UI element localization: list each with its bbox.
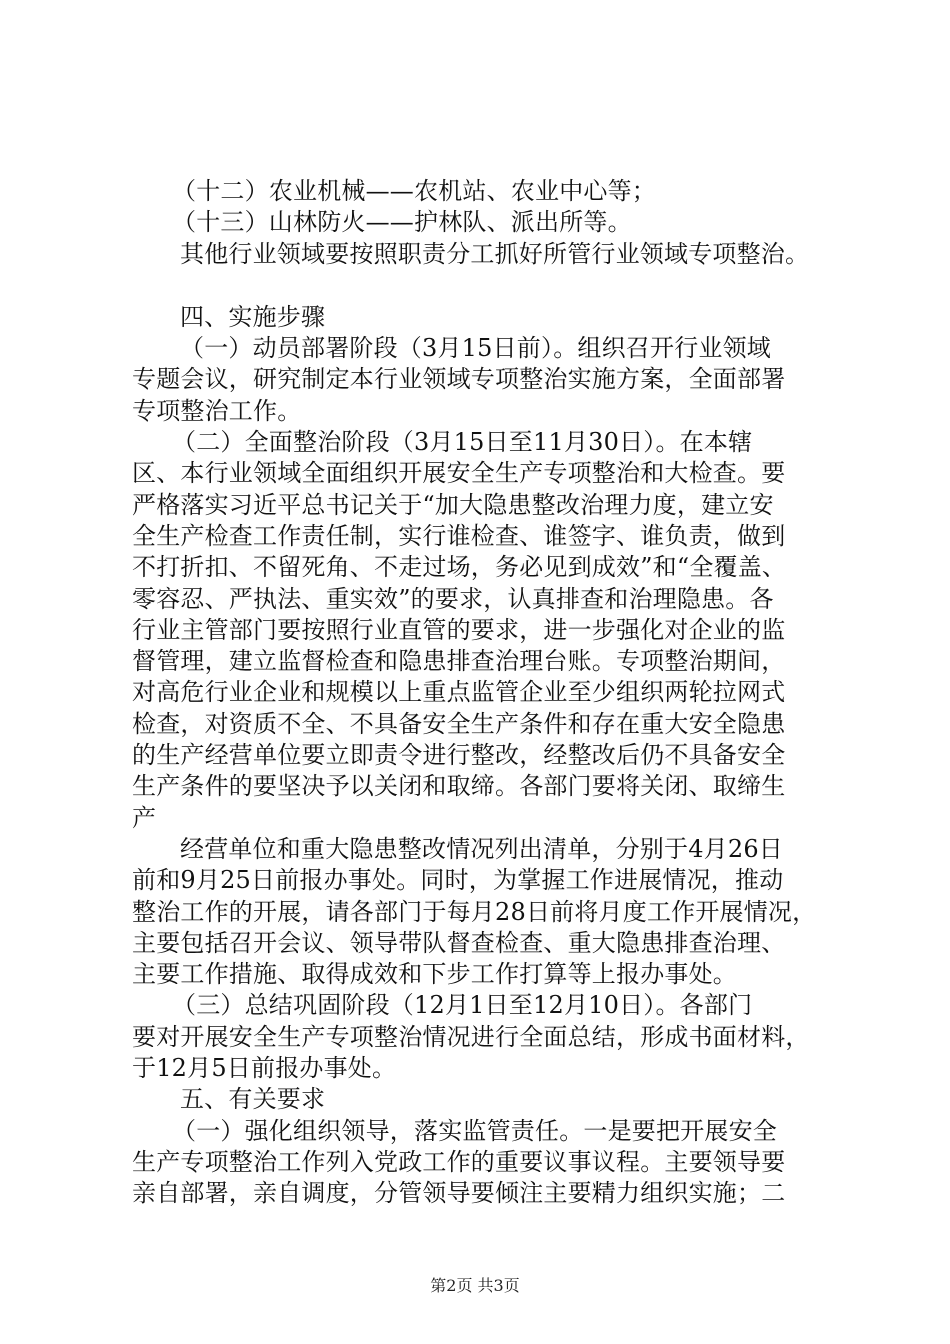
paragraph-gap (132, 270, 832, 302)
paragraph-line: 主要工作措施、取得成效和下步工作打算等上报办事处。 (132, 960, 737, 989)
section-heading-requirements: 五、有关要求 (180, 1085, 326, 1114)
paragraph-line: 行业主管部门要按照行业直管的要求，进一步强化对企业的监 (132, 615, 786, 644)
document-body (132, 176, 832, 1210)
paragraph-line: 督管理，建立监督检查和隐患排查治理台账。专项整治期间， (132, 647, 786, 676)
paragraph-line: 全生产检查工作责任制，实行谁检查、谁签字、谁负责，做到 (132, 521, 786, 550)
paragraph-line: 要对开展安全生产专项整治情况进行全面总结，形成书面材料， (132, 1022, 810, 1051)
paragraph-line: 区、本行业领域全面组织开展安全生产专项整治和大检查。要 (132, 459, 786, 488)
paragraph-line: 检查，对资质不全、不具备安全生产条件和存在重大安全隐患 (132, 709, 786, 738)
page-footer: 第2页 共3页 (430, 1276, 520, 1295)
paragraph-line: 产 (132, 803, 157, 832)
paragraph-line: 整治工作的开展，请各部门于每月28日前将月度工作开展情况， (132, 897, 817, 926)
section-heading-steps: 四、实施步骤 (180, 302, 326, 331)
paragraph-line: 严格落实习近平总书记关于“加大隐患整改治理力度，建立安 (132, 490, 774, 519)
paragraph-line: 亲自部署，亲自调度，分管领导要倾注主要精力组织实施；二 (132, 1179, 786, 1208)
paragraph-line: 经营单位和重大隐患整改情况列出清单，分别于4月26日 (180, 834, 784, 863)
paragraph-line: 专题会议，研究制定本行业领域专项整治实施方案，全面部署 (132, 365, 786, 394)
paragraph-line: 于12月5日前报办事处。 (132, 1054, 397, 1083)
paragraph-line: 专项整治工作。 (132, 396, 302, 425)
paragraph-other-sectors: 其他行业领域要按照职责分工抓好所管行业领域专项整治。 (180, 239, 810, 268)
paragraph-line: 对高危行业企业和规模以上重点监管企业至少组织两轮拉网式 (132, 678, 786, 707)
paragraph-line: （一）动员部署阶段（3月15日前）。组织召开行业领域 (180, 334, 772, 363)
paragraph-line: 生产专项整治工作列入党政工作的重要议事议程。主要领导要 (132, 1147, 786, 1176)
paragraph-line: 的生产经营单位要立即责令进行整改，经整改后仍不具备安全 (132, 741, 786, 770)
paragraph-line: （三）总结巩固阶段（12月1日至12月10日）。各部门 (172, 991, 753, 1020)
paragraph-line: （二）全面整治阶段（3月15日至11月30日）。在本辖 (172, 428, 753, 457)
paragraph-line: 前和9月25日前报办事处。同时，为掌握工作进展情况，推动 (132, 866, 784, 895)
paragraph-line: 零容忍、严执法、重实效”的要求，认真排查和治理隐患。各 (132, 584, 774, 613)
list-item-agri-machinery: （十二）农业机械——农机站、农业中心等； (172, 177, 656, 205)
list-item-forest-fire: （十三）山林防火——护林队、派出所等。 (172, 208, 632, 237)
paragraph-line: 不打折扣、不留死角、不走过场，务必见到成效”和“全覆盖、 (132, 553, 787, 582)
paragraph-line: （一）强化组织领导，落实监管责任。一是要把开展安全 (172, 1116, 777, 1145)
paragraph-line: 生产条件的要坚决予以关闭和取缔。各部门要将关闭、取缔生 (132, 772, 786, 801)
paragraph-line: 主要包括召开会议、领导带队督查检查、重大隐患排查治理、 (132, 928, 786, 957)
